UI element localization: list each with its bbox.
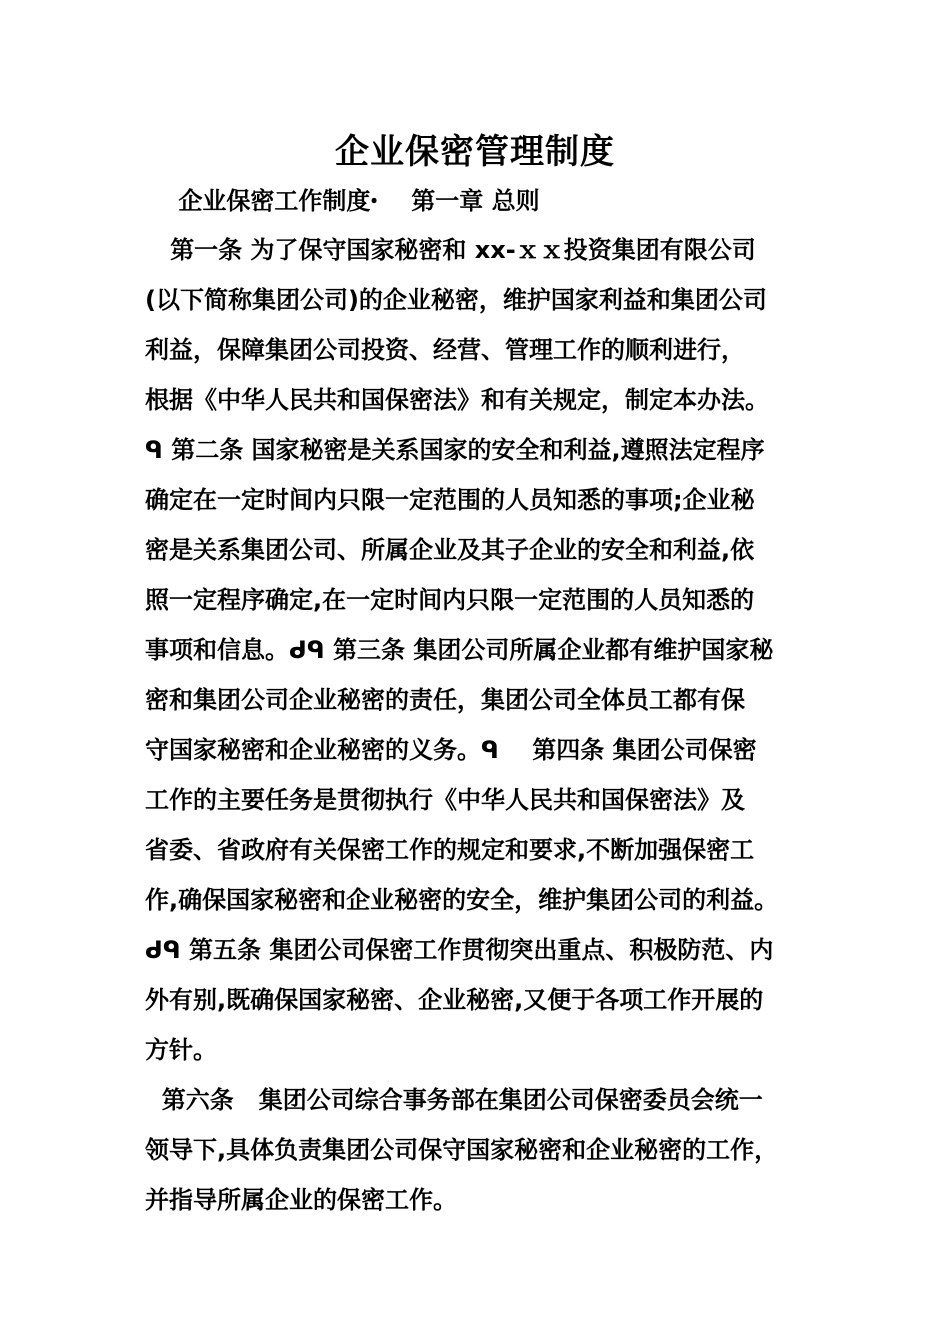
body-line: 守国家秘密和企业秘密的义务。ᑫ 第四条 集团公司保密	[145, 736, 757, 764]
body-line: 密和集团公司企业秘密的责任，集团公司全体员工都有保	[145, 686, 745, 714]
body-line: 外有别,既确保国家秘密、企业秘密,又便于各项工作开展的	[145, 986, 764, 1014]
body-line: 并指导所属企业的保密工作。	[145, 1186, 457, 1214]
body-line: 方针。	[145, 1036, 217, 1064]
body-line: 省委、省政府有关保密工作的规定和要求,不断加强保密工	[145, 836, 755, 864]
body-line: (以下简称集团公司)的企业秘密，维护国家利益和集团公司	[145, 286, 767, 314]
document-title: 企业保密管理制度	[335, 132, 615, 172]
body-line: 密是关系集团公司、所属企业及其子企业的安全和利益,依	[145, 536, 755, 564]
body-line: 确定在一定时间内只限一定范围的人员知悉的事项;企业秘	[145, 486, 755, 514]
body-line: ᑫ 第二条 国家秘密是关系国家的安全和利益,遵照法定程序	[145, 436, 765, 464]
chapter-heading-line: 企业保密工作制度ꞏ 第一章 总则	[145, 187, 540, 215]
body-line: ᑯᑫ 第五条 集团公司保密工作贯彻突出重点、积极防范、内	[145, 936, 774, 964]
body-line: 照一定程序确定,在一定时间内只限一定范围的人员知悉的	[145, 586, 755, 614]
body-line: 第一条 为了保守国家秘密和 xx-ｘｘ投资集团有限公司	[145, 236, 756, 264]
body-line: 事项和信息。ᑯᑫ 第三条 集团公司所属企业都有维护国家秘	[145, 636, 774, 664]
body-line: 工作的主要任务是贯彻执行《中华人民共和国保密法》及	[145, 786, 745, 814]
body-line: 根据《中华人民共和国保密法》和有关规定，制定本办法。	[145, 386, 769, 414]
body-line: 第六条 集团公司综合事务部在集团公司保密委员会统一	[145, 1086, 763, 1114]
body-line: 作,确保国家秘密和企业秘密的安全，维护集团公司的利益。	[145, 886, 779, 914]
body-line: 利益，保障集团公司投资、经营、管理工作的顺利进行，	[145, 336, 745, 364]
body-line: 领导下,具体负责集团公司保守国家秘密和企业秘密的工作，	[145, 1136, 779, 1164]
